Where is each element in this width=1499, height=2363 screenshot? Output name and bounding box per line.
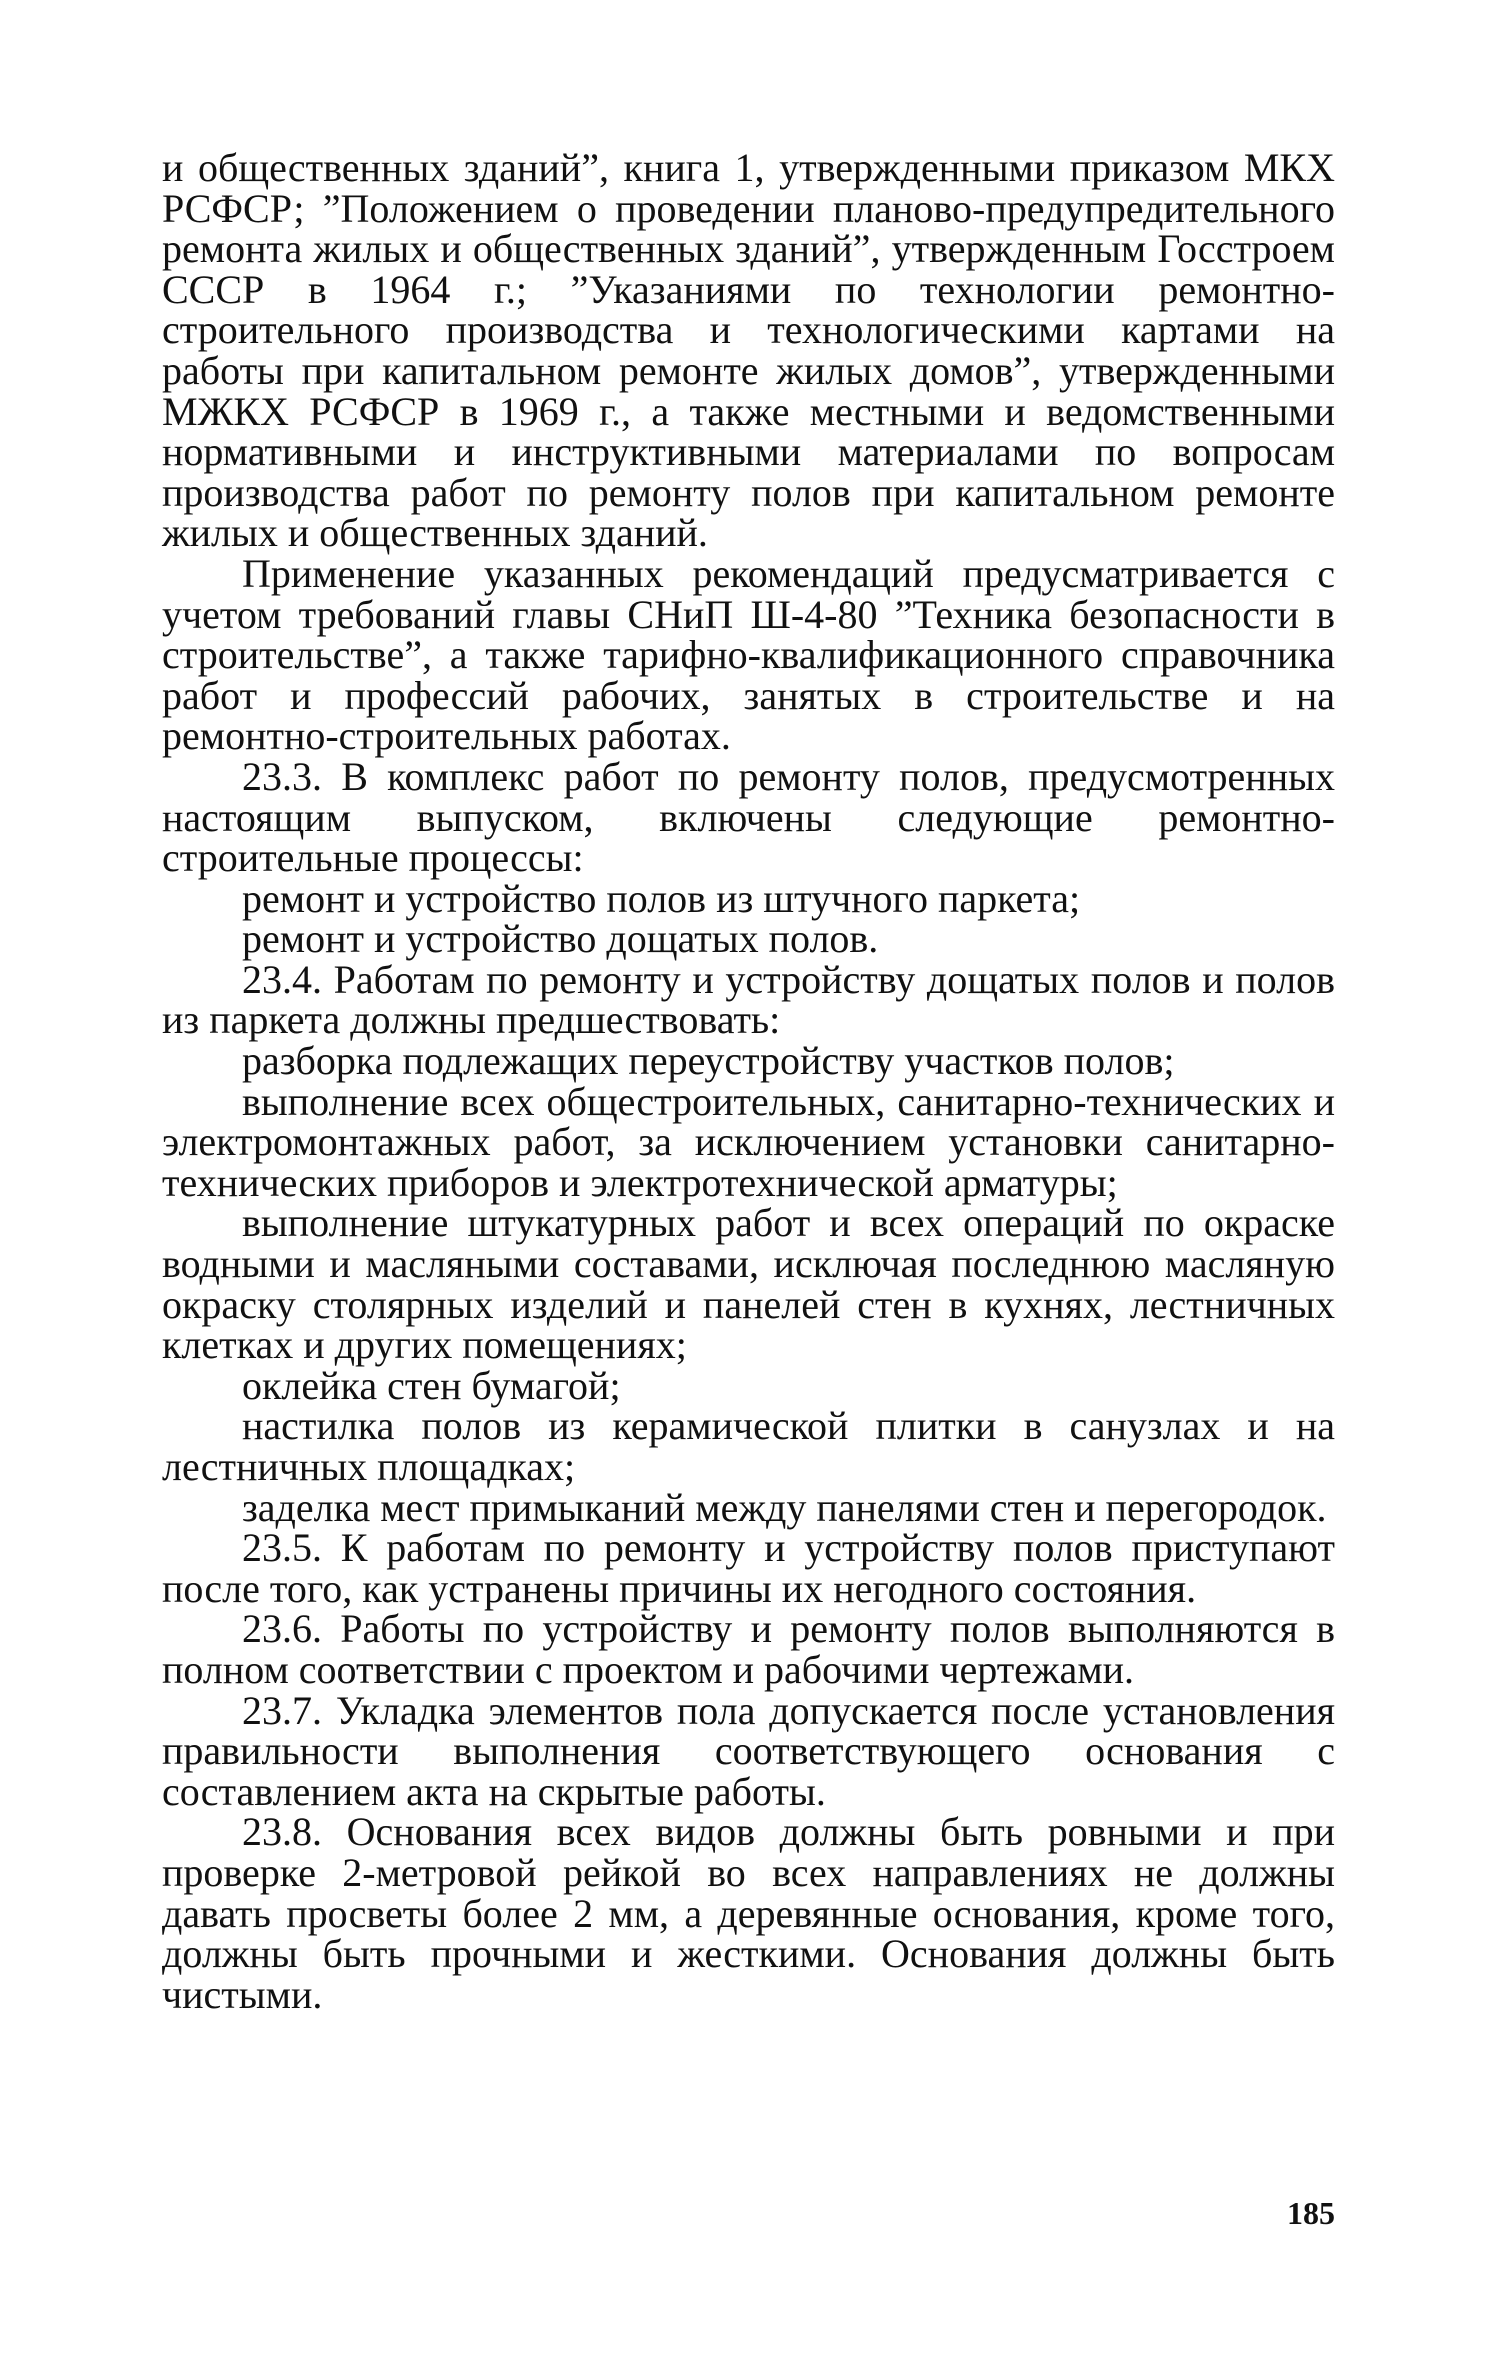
page-body [162, 145, 1335, 2017]
paragraph-23-8: 23.8. Основания всех видов должны быть ровными и при проверке 2-метровой рейкой во всех направлениях не должны давать просветы более 2 мм, а деревянные основания, кроме того, должны быть прочными и жесткими. Основания должны быть чистыми. [162, 1809, 1335, 2017]
list-item-plank: ремонт и устройство дощатых полов. [242, 916, 879, 962]
paragraph-application: Применение указанных рекомендаций предусматривается с учетом требований главы СНиП Ш-4-80 ”Техника безопасности в строительстве”, а также тарифно-квалификационного справочника работ и профессий рабочих, занятых в строительстве и на ремонтно-строительных работах. [162, 550, 1335, 759]
list-item-parquet: ремонт и устройство полов из штучного паркета; [242, 875, 1081, 921]
paragraph-continuation: и общественных зданий”, книга 1, утвержденными приказом МКХ РСФСР; ”Положением о проведении планово-предупредительного ремонта жилых и общественных зданий”, утвержденным Госстроем СССР в 1964 г.; ”Указаниями по технологии ремонтно-строительного производства и технологическими картами на работы при капитальном ремонте жилых домов”, утвержденными МЖКХ РСФСР в 1969 г., а также местными и ведомственными нормативными и инструктивными материалами по вопросам производства работ по ремонту полов при капитальном ремонте жилых и общественных зданий. [162, 145, 1335, 556]
list-item-general-works: выполнение всех общестроительных, санитарно-технических и электромонтажных работ, за исключением установки санитарно-технических приборов и электротехнической арматуры; [162, 1078, 1335, 1205]
paragraph-23-6: 23.6. Работы по устройству и ремонту полов выполняются в полном соответствии с проектом и рабочими чертежами. [162, 1606, 1335, 1692]
list-item-joints: заделка мест примыканий между панелями стен и перегородок. [242, 1484, 1327, 1530]
paragraph-23-7: 23.7. Укладка элементов пола допускается после установления правильности выполнения соответствующего основания с составлением акта на скрытые работы. [162, 1687, 1335, 1814]
paragraph-23-3: 23.3. В комплекс работ по ремонту полов, предусмотренных настоящим выпуском, включены следующие ремонтно-строительные процессы: [162, 753, 1335, 881]
list-item-plastering: выполнение штукатурных работ и всех операций по окраске водными и масляными составами, исключая последнюю масляную окраску столярных изделий и панелей стен в кухнях, лестничных клетках и других помещениях; [162, 1200, 1335, 1368]
list-item-ceramic: настилка полов из керамической плитки в санузлах и на лестничных площадках; [162, 1403, 1335, 1489]
page-number: 185 [1287, 2195, 1335, 2231]
list-item-dismantling: разборка подлежащих переустройству участков полов; [242, 1038, 1175, 1084]
paragraph-23-5: 23.5. К работам по ремонту и устройству полов приступают после того, как устранены причины их негодного состояния. [162, 1525, 1335, 1611]
list-item-wallpaper: оклейка стен бумагой; [242, 1362, 621, 1408]
paragraph-23-4: 23.4. Работам по ремонту и устройству дощатых полов и полов из паркета должны предшествовать: [162, 956, 1335, 1043]
